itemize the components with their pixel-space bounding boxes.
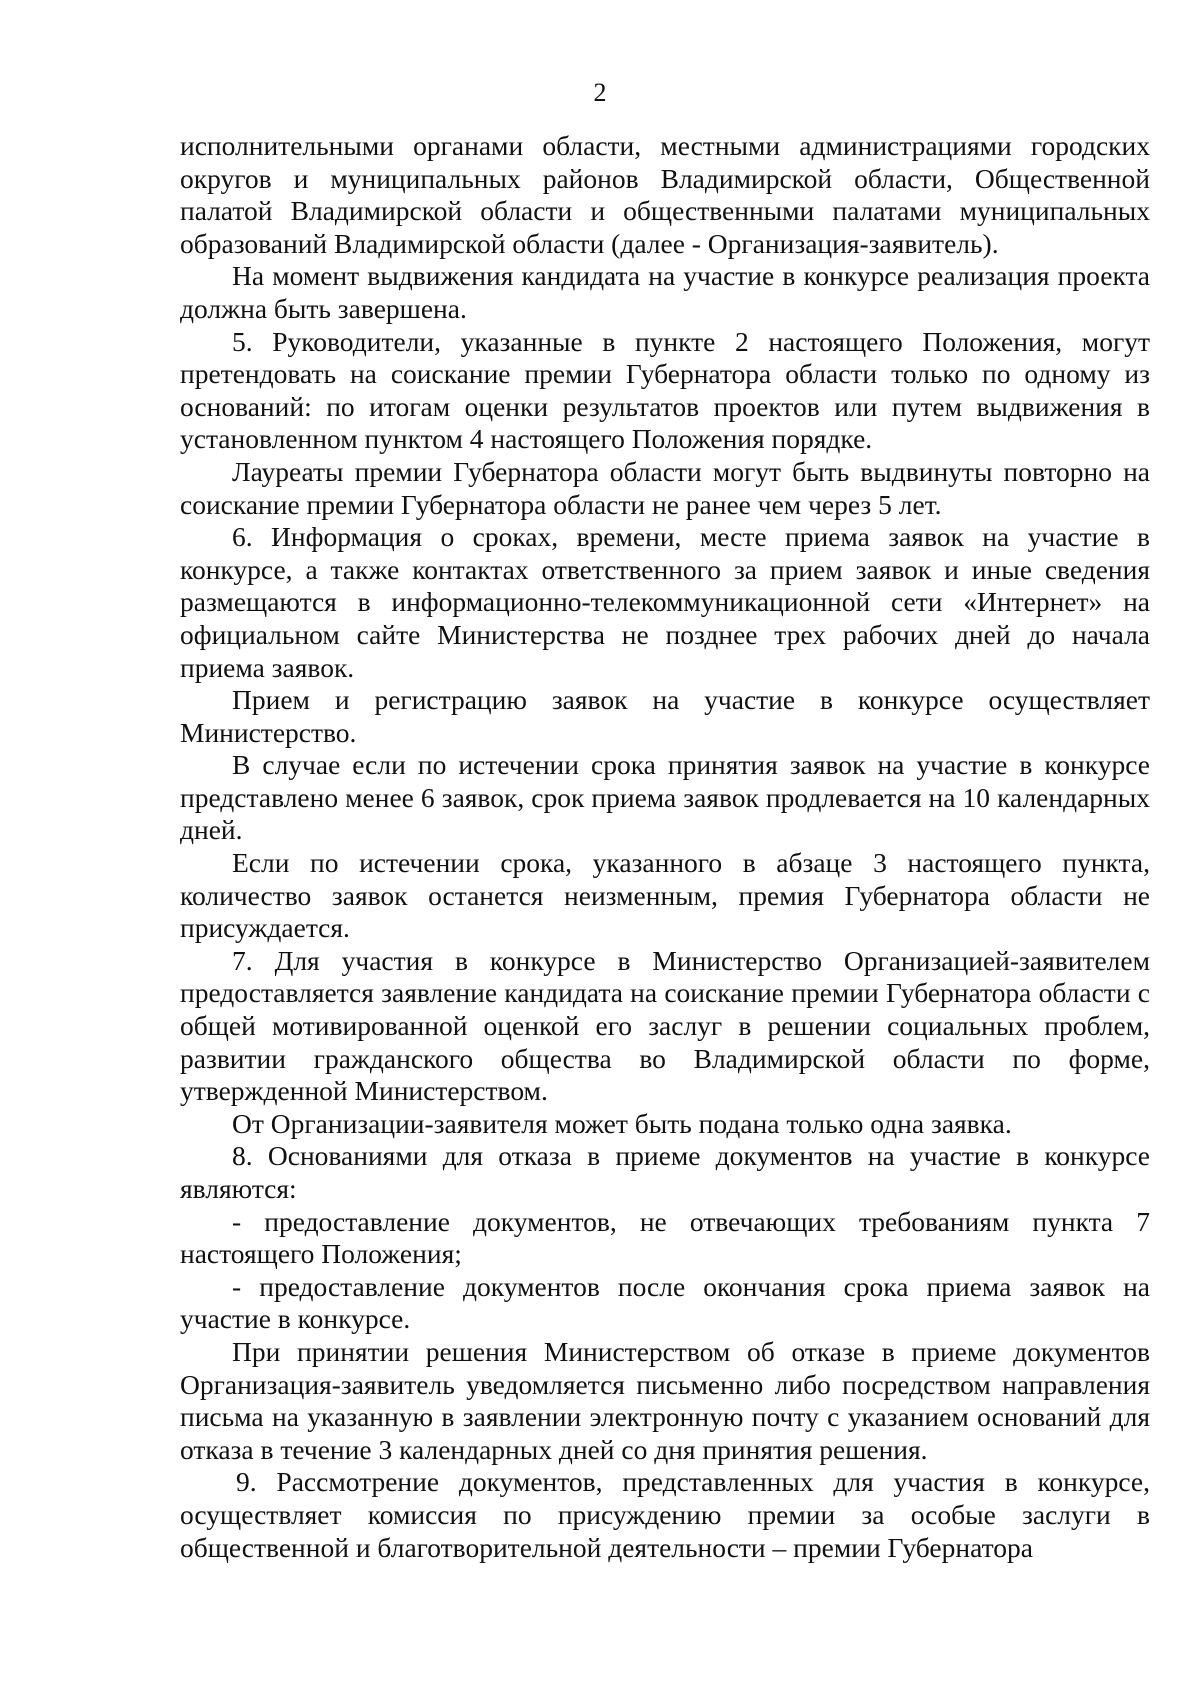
paragraph-item-8: 8. Основаниями для отказа в приеме документов на участие в конкурсе являются:	[180, 1140, 1150, 1204]
paragraph-registration: Прием и регистрацию заявок на участие в конкурсе осуществляет Министерство.	[180, 684, 1150, 748]
paragraph-item-6: 6. Информация о сроках, времени, месте приема заявок на участие в конкурсе, а также контактах ответственного за прием заявок и иные сведения размещаются в информационно-телекоммуникационной сети «Интернет» на официальном сайте Министерства не позднее трех рабочих дней до начала приема заявок.	[180, 521, 1150, 683]
page-number: 2	[593, 78, 607, 107]
paragraph-refusal-notice: При принятии решения Министерством об отказе в приеме документов Организация-заявитель уведомляется письменно либо посредством направления письма на указанную в заявлении электронную почту с указанием оснований для отказа в течение 3 календарных дней со дня принятия решения.	[180, 1335, 1150, 1465]
document-body	[180, 130, 1150, 1564]
list-item-nonconforming-documents: - предоставление документов, не отвечающих требованиям пункта 7 настоящего Положения;	[180, 1205, 1150, 1270]
paragraph-item-7: 7. Для участия в конкурсе в Министерство Организацией-заявителем предоставляется заявление кандидата на соискание премии Губернатора области с общей мотивированной оценкой его заслуг в решении социальных проблем, развитии гражданского общества во Владимирской области по форме, утвержденной Министерством.	[180, 944, 1150, 1107]
paragraph-laureates-repeat: Лауреаты премии Губернатора области могут быть выдвинуты повторно на соискание премии Губернатора области не ранее чем через 5 лет.	[180, 455, 1150, 520]
list-item-late-documents: - предоставление документов после окончания срока приема заявок на участие в конкурсе.	[180, 1270, 1150, 1335]
paragraph-project-completion: На момент выдвижения кандидата на участие в конкурсе реализация проекта должна быть завершена.	[180, 260, 1150, 324]
paragraph-not-awarded: Если по истечении срока, указанного в абзаце 3 настоящего пункта, количество заявок останется неизменным, премия Губернатора области не присуждается.	[180, 847, 1150, 944]
paragraph-one-application: От Организации-заявителя может быть подана только одна заявка.	[232, 1107, 1012, 1139]
paragraph-applicant-organizations: исполнительными органами области, местными администрациями городских округов и муниципальных районов Владимирской области, Общественной палатой Владимирской области и общественными палатами муниципальных образований Владимирской области (далее - Организация-заявитель).	[180, 130, 1150, 259]
paragraph-item-9: 9. Рассмотрение документов, представленных для участия в конкурсе, осуществляет комиссия по присуждению премии за особые заслуги в общественной и благотворительной деятельности – премии Губернатора	[180, 1466, 1150, 1563]
paragraph-extension: В случае если по истечении срока принятия заявок на участие в конкурсе представлено менее 6 заявок, срок приема заявок продлевается на 10 календарных дней.	[180, 749, 1150, 846]
paragraph-item-5: 5. Руководители, указанные в пункте 2 настоящего Положения, могут претендовать на соискание премии Губернатора области только по одному из оснований: по итогам оценки результатов проектов или путем выдвижения в установленном пунктом 4 настоящего Положения порядке.	[180, 325, 1150, 455]
